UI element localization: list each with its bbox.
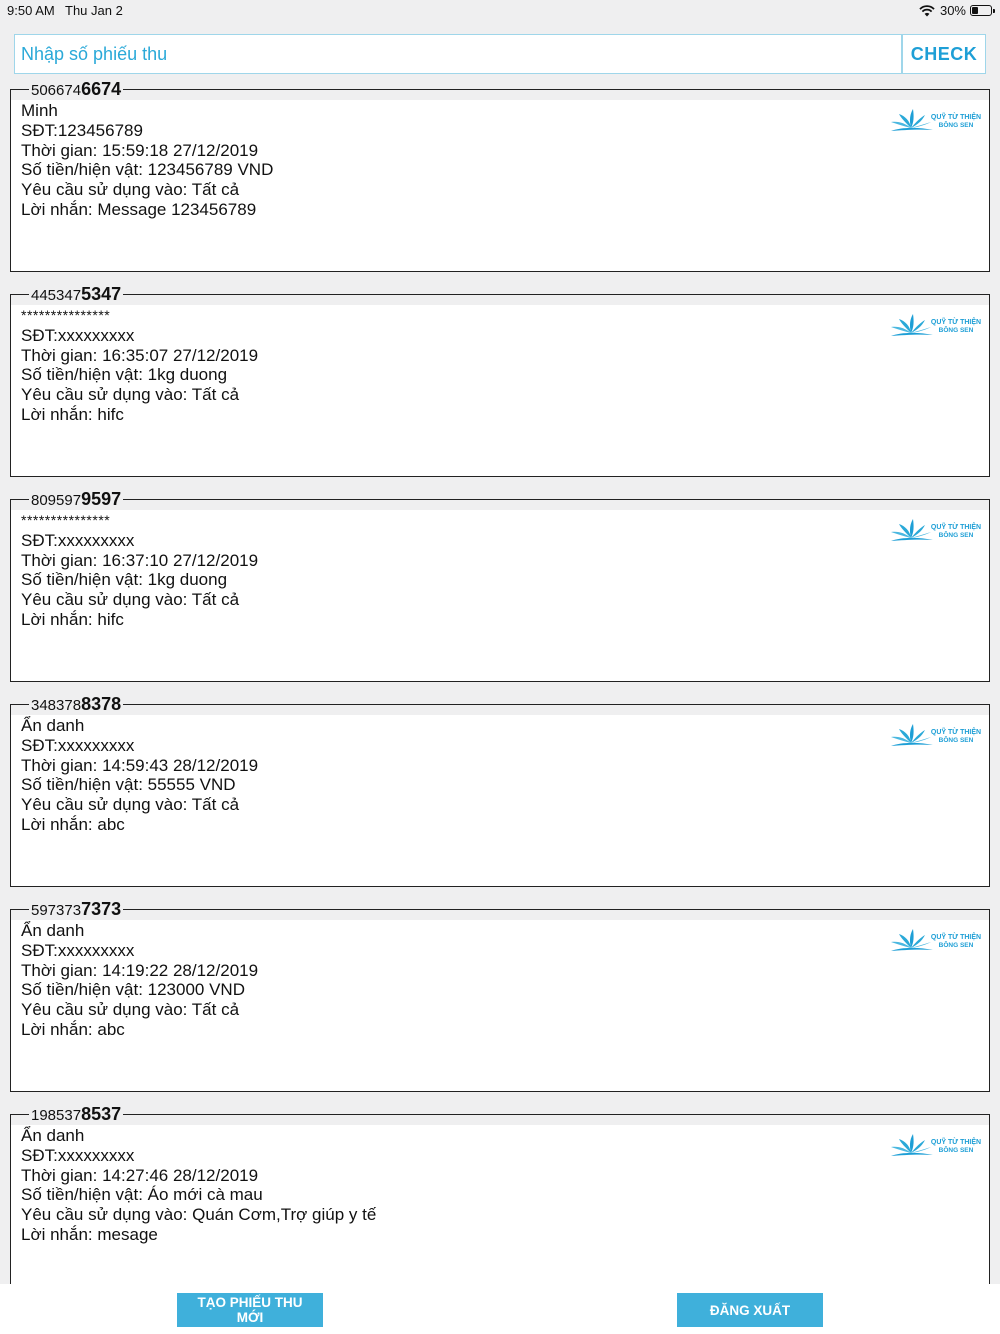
receipt-card[interactable]	[10, 79, 990, 272]
wifi-icon	[918, 5, 936, 17]
donor-phone: SĐT:123456789	[21, 120, 143, 140]
receipt-card[interactable]	[10, 1104, 990, 1297]
status-time: 9:50 AM	[7, 3, 55, 18]
receipt-code-prefix: 348378	[31, 697, 82, 714]
donation-time: Thời gian: 14:27:46 28/12/2019	[21, 1165, 259, 1185]
receipt-code	[29, 490, 123, 510]
receipt-code	[29, 285, 123, 305]
donation-amount: Số tiền/hiện vật: 1kg duong	[21, 365, 228, 385]
battery-icon	[970, 5, 992, 16]
logo-line2: BÔNG SEN	[938, 532, 974, 539]
receipt-header-band	[11, 295, 989, 305]
receipt-header-band	[11, 705, 989, 715]
receipt-card[interactable]	[10, 899, 990, 1092]
receipt-code	[29, 80, 123, 100]
donation-amount: Số tiền/hiện vật: 55555 VND	[21, 775, 236, 795]
donor-name: Minh	[21, 101, 58, 120]
bong-sen-logo-icon	[889, 311, 981, 341]
donation-amount: Số tiền/hiện vật: 123000 VND	[21, 980, 245, 1000]
receipt-card[interactable]	[10, 694, 990, 887]
logo-line2: BÔNG SEN	[938, 942, 974, 949]
new-receipt-button[interactable]: TẠO PHIẾU THU MỚI	[177, 1293, 323, 1327]
receipt-code-suffix: 7373	[81, 899, 122, 919]
status-bar	[0, 0, 1000, 22]
receipt-header-band	[11, 1115, 989, 1125]
logo-line1: QUỸ TỪ THIỆN	[930, 524, 981, 531]
bottom-action-bar	[0, 1284, 1000, 1334]
donor-name: Ẩn danh	[21, 921, 85, 940]
donor-phone: SĐT:xxxxxxxxx	[21, 530, 135, 550]
receipt-header-band	[11, 500, 989, 510]
donation-usage: Yêu cầu sử dụng vào: Tất cả	[21, 180, 240, 200]
receipt-code-suffix: 5347	[81, 284, 122, 304]
donation-amount: Số tiền/hiện vật: Áo mới cà mau	[21, 1185, 263, 1205]
receipt-details	[21, 716, 258, 835]
logo-line2: BÔNG SEN	[938, 1147, 974, 1154]
receipt-code-prefix: 445347	[31, 287, 82, 304]
battery-percent: 30%	[939, 3, 966, 18]
donation-usage: Yêu cầu sử dụng vào: Tất cả	[21, 795, 240, 815]
donation-time: Thời gian: 16:35:07 27/12/2019	[21, 345, 259, 365]
receipt-header-band	[11, 910, 989, 920]
logout-button[interactable]: ĐĂNG XUẤT	[677, 1293, 823, 1327]
bong-sen-logo-icon	[889, 926, 981, 956]
receipt-card[interactable]	[10, 284, 990, 477]
receipt-code-suffix: 8378	[81, 694, 122, 714]
donation-amount: Số tiền/hiện vật: 123456789 VND	[21, 160, 274, 180]
donor-phone: SĐT:xxxxxxxxx	[21, 940, 135, 960]
receipt-details	[21, 306, 258, 425]
bong-sen-logo-icon	[889, 1131, 981, 1161]
donor-name: ***************	[21, 512, 111, 528]
donor-message: Lời nhắn: abc	[21, 1019, 125, 1039]
receipt-details	[21, 101, 273, 220]
receipt-card[interactable]	[10, 489, 990, 682]
donor-name: ***************	[21, 307, 111, 323]
donation-usage: Yêu cầu sử dụng vào: Tất cả	[21, 385, 240, 405]
receipt-code	[29, 900, 123, 920]
donor-phone: SĐT:xxxxxxxxx	[21, 1145, 135, 1165]
donation-usage: Yêu cầu sử dụng vào: Quán Cơm,Trợ giúp y tế	[21, 1205, 377, 1225]
receipt-code-suffix: 8537	[81, 1104, 122, 1124]
receipt-code-prefix: 597373	[31, 902, 82, 919]
logo-line2: BÔNG SEN	[938, 122, 974, 129]
donation-usage: Yêu cầu sử dụng vào: Tất cả	[21, 1000, 240, 1020]
receipt-number-input[interactable]	[14, 34, 902, 74]
logo-line2: BÔNG SEN	[938, 327, 974, 334]
bong-sen-logo-icon	[889, 106, 981, 136]
donor-name: Ẩn danh	[21, 1126, 85, 1145]
receipt-code-suffix: 6674	[81, 79, 122, 99]
receipt-search-bar	[14, 34, 986, 74]
receipt-code	[29, 695, 123, 715]
logo-line1: QUỸ TỪ THIỆN	[930, 319, 981, 326]
donor-message: Lời nhắn: abc	[21, 814, 125, 834]
receipt-details	[21, 1126, 376, 1245]
battery-fill	[972, 7, 978, 14]
donor-phone: SĐT:xxxxxxxxx	[21, 325, 135, 345]
receipt-code-prefix: 506674	[31, 82, 82, 99]
logo-line1: QUỸ TỪ THIỆN	[930, 934, 981, 941]
receipt-header-band	[11, 90, 989, 100]
logo-line1: QUỸ TỪ THIỆN	[930, 729, 981, 736]
receipt-details	[21, 511, 258, 630]
donor-message: Lời nhắn: hifc	[21, 609, 124, 629]
donation-time: Thời gian: 14:59:43 28/12/2019	[21, 755, 259, 775]
donor-message: Lời nhắn: hifc	[21, 404, 124, 424]
logo-line1: QUỸ TỪ THIỆN	[930, 1139, 981, 1146]
receipt-code-prefix: 809597	[31, 492, 82, 509]
donor-message: Lời nhắn: Message 123456789	[21, 199, 257, 219]
logo-line1: QUỸ TỪ THIỆN	[930, 114, 981, 121]
donor-message: Lời nhắn: mesage	[21, 1224, 158, 1244]
bong-sen-logo-icon	[889, 516, 981, 546]
receipt-code	[29, 1105, 123, 1125]
receipt-code-prefix: 198537	[31, 1107, 82, 1124]
donor-phone: SĐT:xxxxxxxxx	[21, 735, 135, 755]
logo-line2: BÔNG SEN	[938, 737, 974, 744]
check-button[interactable]: CHECK	[902, 34, 986, 74]
receipt-details	[21, 921, 258, 1040]
status-date: Thu Jan 2	[65, 3, 123, 18]
donation-time: Thời gian: 15:59:18 27/12/2019	[21, 140, 259, 160]
bong-sen-logo-icon	[889, 721, 981, 751]
donation-time: Thời gian: 16:37:10 27/12/2019	[21, 550, 259, 570]
status-indicators	[918, 3, 992, 18]
donation-usage: Yêu cầu sử dụng vào: Tất cả	[21, 590, 240, 610]
donation-time: Thời gian: 14:19:22 28/12/2019	[21, 960, 259, 980]
receipt-code-suffix: 9597	[81, 489, 122, 509]
donation-amount: Số tiền/hiện vật: 1kg duong	[21, 570, 228, 590]
donor-name: Ẩn danh	[21, 716, 85, 735]
